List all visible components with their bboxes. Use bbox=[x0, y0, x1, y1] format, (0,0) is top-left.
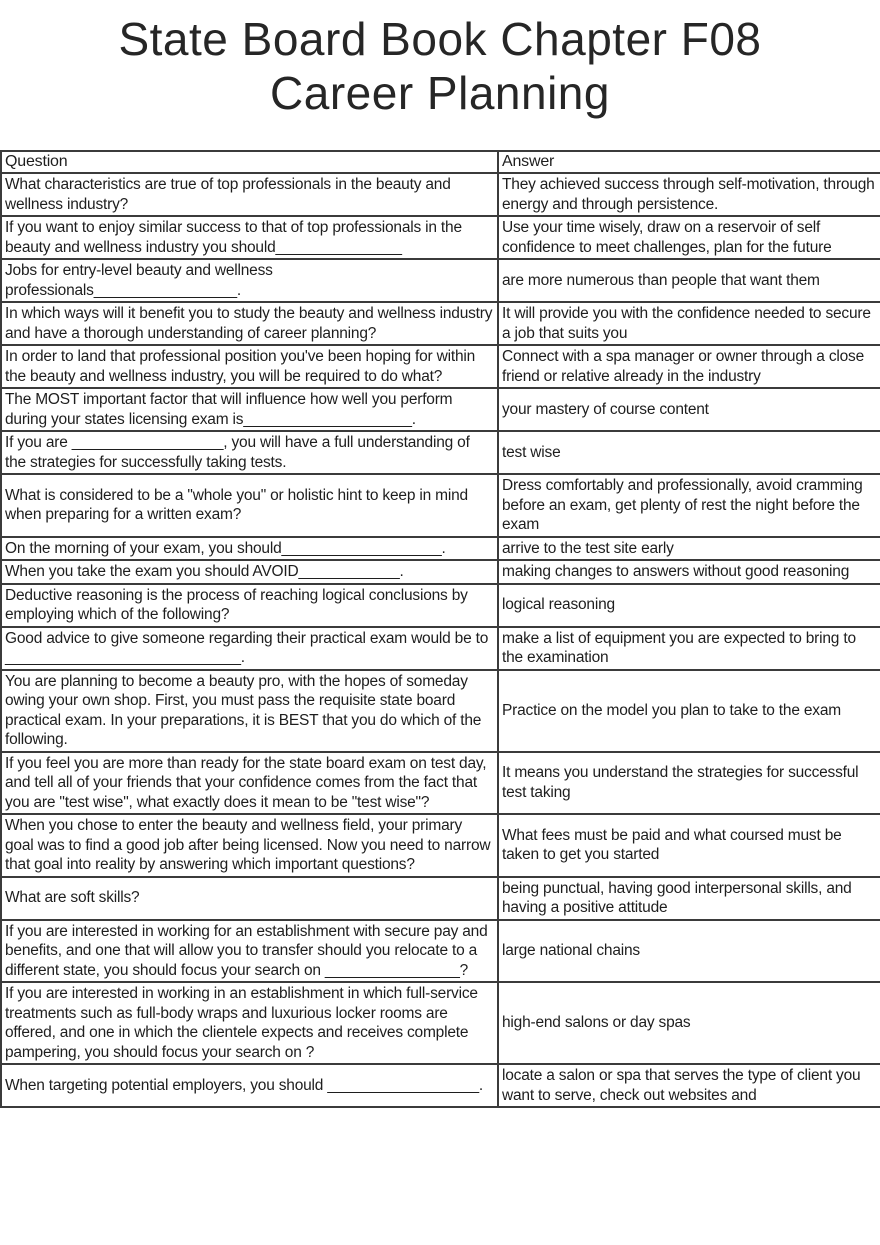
page-title-line-1: State Board Book Chapter F08 bbox=[118, 13, 762, 65]
table-row bbox=[1, 584, 880, 627]
question-cell: When targeting potential employers, you should __________________. bbox=[1, 1064, 498, 1107]
answer-cell: What fees must be paid and what coursed must be taken to get you started bbox=[498, 814, 880, 877]
question-cell: Jobs for entry-level beauty and wellness professionals_________________. bbox=[1, 259, 498, 302]
table-row bbox=[1, 814, 880, 877]
answer-cell: It will provide you with the confidence needed to secure a job that suits you bbox=[498, 302, 880, 345]
question-cell: What is considered to be a "whole you" or holistic hint to keep in mind when preparing for a written exam? bbox=[1, 474, 498, 537]
question-cell: Good advice to give someone regarding their practical exam would be to ____________________________. bbox=[1, 627, 498, 670]
table-header-row bbox=[1, 151, 880, 173]
answer-cell: your mastery of course content bbox=[498, 388, 880, 431]
answer-cell: Connect with a spa manager or owner through a close friend or relative already in the industry bbox=[498, 345, 880, 388]
answer-column-header: Answer bbox=[498, 151, 880, 173]
question-cell: If you are interested in working for an establishment with secure pay and benefits, and one that will allow you to transfer should you relocate to a different state, you should focus your search on ________________? bbox=[1, 920, 498, 983]
table-row bbox=[1, 259, 880, 302]
answer-cell: high-end salons or day spas bbox=[498, 982, 880, 1064]
answer-cell: large national chains bbox=[498, 920, 880, 983]
table-row bbox=[1, 345, 880, 388]
table-row bbox=[1, 1064, 880, 1107]
table-row bbox=[1, 173, 880, 216]
question-cell: What characteristics are true of top professionals in the beauty and wellness industry? bbox=[1, 173, 498, 216]
answer-cell: logical reasoning bbox=[498, 584, 880, 627]
answer-cell: They achieved success through self-motivation, through energy and through persistence. bbox=[498, 173, 880, 216]
answer-cell: It means you understand the strategies for successful test taking bbox=[498, 752, 880, 815]
question-cell: What are soft skills? bbox=[1, 877, 498, 920]
table-row bbox=[1, 920, 880, 983]
question-cell: In which ways will it benefit you to study the beauty and wellness industry and have a thorough understanding of career planning? bbox=[1, 302, 498, 345]
answer-cell: Use your time wisely, draw on a reservoir of self confidence to meet challenges, plan for the future bbox=[498, 216, 880, 259]
question-cell: Deductive reasoning is the process of reaching logical conclusions by employing which of the following? bbox=[1, 584, 498, 627]
page-title-line-2: Career Planning bbox=[270, 67, 610, 119]
question-cell: The MOST important factor that will influence how well you perform during your states licensing exam is____________________. bbox=[1, 388, 498, 431]
table-row bbox=[1, 877, 880, 920]
table-row bbox=[1, 216, 880, 259]
table-row bbox=[1, 560, 880, 584]
table-row bbox=[1, 670, 880, 752]
answer-cell: make a list of equipment you are expected to bring to the examination bbox=[498, 627, 880, 670]
table-row bbox=[1, 388, 880, 431]
answer-cell: arrive to the test site early bbox=[498, 537, 880, 561]
question-column-header: Question bbox=[1, 151, 498, 173]
table-row bbox=[1, 537, 880, 561]
table-row bbox=[1, 752, 880, 815]
qa-table-body bbox=[1, 173, 880, 1107]
question-cell: If you want to enjoy similar success to that of top professionals in the beauty and wellness industry you should_______________ bbox=[1, 216, 498, 259]
question-cell: When you take the exam you should AVOID____________. bbox=[1, 560, 498, 584]
answer-cell: are more numerous than people that want them bbox=[498, 259, 880, 302]
table-row bbox=[1, 474, 880, 537]
page-title bbox=[0, 12, 880, 120]
question-cell: If you are interested in working in an establishment in which full-service treatments such as full-body wraps and luxurious locker rooms are offered, and one in which the clientele expects and receives complete pampering, you should focus your search on ? bbox=[1, 982, 498, 1064]
question-cell: When you chose to enter the beauty and wellness field, your primary goal was to find a good job after being licensed. Now you need to narrow that goal into reality by answering which important questions? bbox=[1, 814, 498, 877]
qa-table bbox=[0, 150, 880, 1108]
question-cell: You are planning to become a beauty pro, with the hopes of someday owing your own shop. First, you must pass the requisite state board practical exam. In your preparations, it is BEST that you do which of the following. bbox=[1, 670, 498, 752]
question-cell: On the morning of your exam, you should___________________. bbox=[1, 537, 498, 561]
table-row bbox=[1, 302, 880, 345]
question-cell: If you feel you are more than ready for the state board exam on test day, and tell all of your friends that your confidence comes from the fact that you are "test wise", what exactly does it mean to be "test wise"? bbox=[1, 752, 498, 815]
answer-cell: Practice on the model you plan to take to the exam bbox=[498, 670, 880, 752]
table-row bbox=[1, 431, 880, 474]
table-row bbox=[1, 627, 880, 670]
table-row bbox=[1, 982, 880, 1064]
answer-cell: test wise bbox=[498, 431, 880, 474]
answer-cell: Dress comfortably and professionally, avoid cramming before an exam, get plenty of rest the night before the exam bbox=[498, 474, 880, 537]
answer-cell: being punctual, having good interpersonal skills, and having a positive attitude bbox=[498, 877, 880, 920]
answer-cell: making changes to answers without good reasoning bbox=[498, 560, 880, 584]
question-cell: In order to land that professional position you've been hoping for within the beauty and wellness industry, you will be required to do what? bbox=[1, 345, 498, 388]
answer-cell: locate a salon or spa that serves the type of client you want to serve, check out websites and bbox=[498, 1064, 880, 1107]
question-cell: If you are __________________, you will have a full understanding of the strategies for successfully taking tests. bbox=[1, 431, 498, 474]
